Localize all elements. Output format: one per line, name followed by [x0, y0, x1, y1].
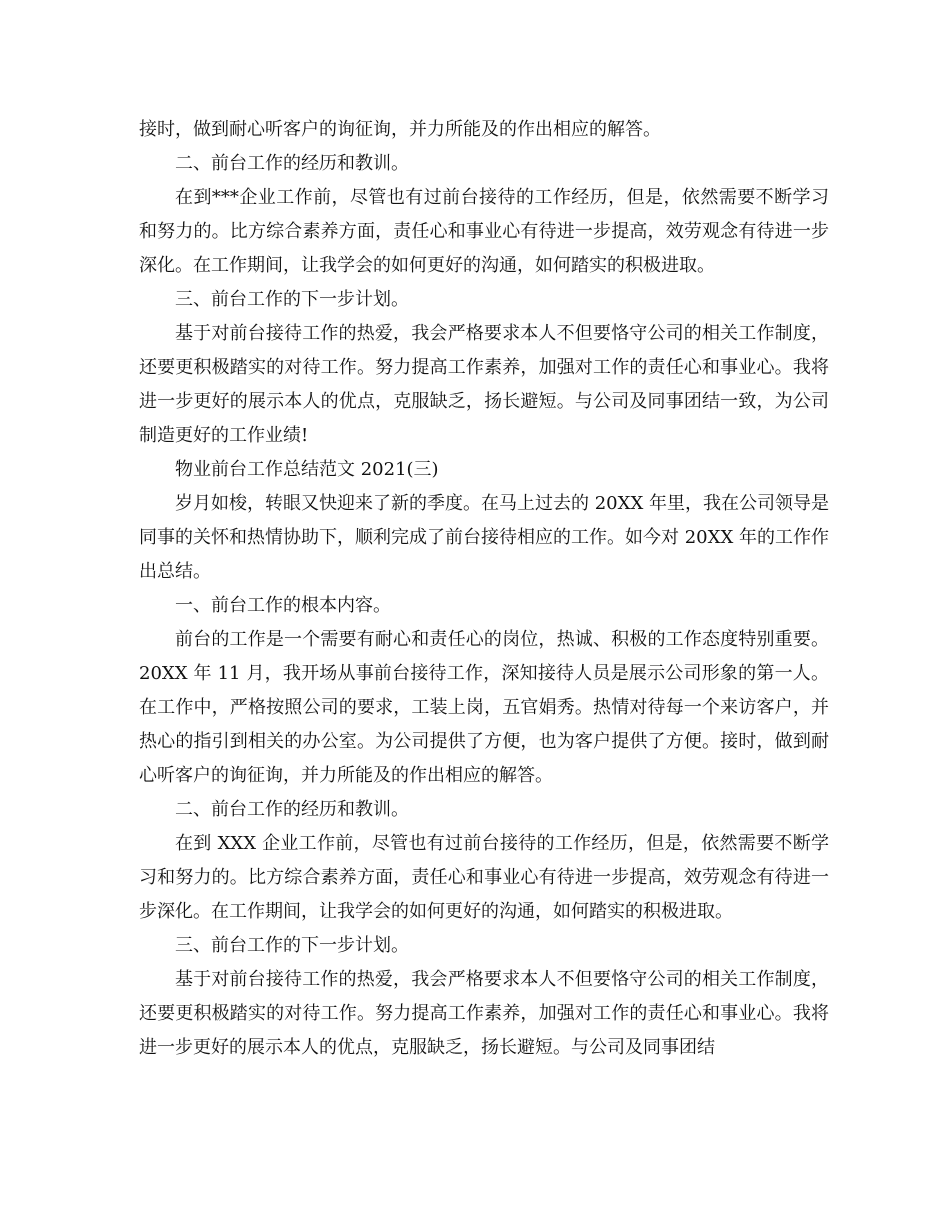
paragraph-5: 基于对前台接待工作的热爱，我会严格要求本人不但要恪守公司的相关工作制度，还要更积极踏实的对待工作。努力提高工作素养，加强对工作的责任心和事业心。我将进一步更好的展示本人的优点，克服缺乏，扬长避短。与公司及同事团结一致，为公司制造更好的工作业绩! — [139, 323, 829, 446]
paragraph-11: 在到 XXX 企业工作前，尽管也有过前台接待的工作经历，但是，依然需要不断学习和努力的。比方综合素养方面，责任心和事业心有待进一步提高，效劳观念有待进一步深化。在工作期间，让我学会的如何更好的沟通，如何踏实的积极进取。 — [139, 833, 829, 922]
paragraph-7: 岁月如梭，转眼又快迎来了新的季度。在马上过去的 20XX 年里，我在公司领导是同事的关怀和热情协助下，顺利完成了前台接待相应的工作。如今对 20XX 年的工作作出总结。 — [139, 493, 829, 582]
paragraph-2: 二、前台工作的经历和教训。 — [175, 153, 409, 174]
paragraph-13: 基于对前台接待工作的热爱，我会严格要求本人不但要恪守公司的相关工作制度，还要更积极踏实的对待工作。努力提高工作素养，加强对工作的责任心和事业心。我将进一步更好的展示本人的优点，克服缺乏，扬长避短。与公司及同事团结 — [139, 969, 829, 1058]
paragraph-3: 在到***企业工作前，尽管也有过前台接待的工作经历，但是，依然需要不断学习和努力的。比方综合素养方面，责任心和事业心有待进一步提高，效劳观念有待进一步深化。在工作期间，让我学会的如何更好的沟通，如何踏实的积极进取。 — [139, 187, 829, 276]
paragraph-12: 三、前台工作的下一步计划。 — [175, 935, 409, 956]
document-body — [139, 113, 829, 1065]
paragraph-8: 一、前台工作的根本内容。 — [175, 595, 391, 616]
section-title: 物业前台工作总结范文 2021(三) — [175, 459, 439, 480]
paragraph-4: 三、前台工作的下一步计划。 — [175, 289, 409, 310]
paragraph-9: 前台的工作是一个需要有耐心和责任心的岗位，热诚、积极的工作态度特别重要。20XX 年 11 月，我开场从事前台接待工作，深知接待人员是展示公司形象的第一人。在工作中，严格按照公司的要求，工装上岗，五官娟秀。热情对待每一个来访客户，并热心的指引到相关的办公室。为公司提供了方便，也为客户提供了方便。接时，做到耐心听客户的询征询，并力所能及的作出相应的解答。 — [139, 629, 829, 786]
paragraph-10: 二、前台工作的经历和教训。 — [175, 799, 409, 820]
paragraph-1: 接时，做到耐心听客户的询征询，并力所能及的作出相应的解答。 — [139, 119, 661, 140]
